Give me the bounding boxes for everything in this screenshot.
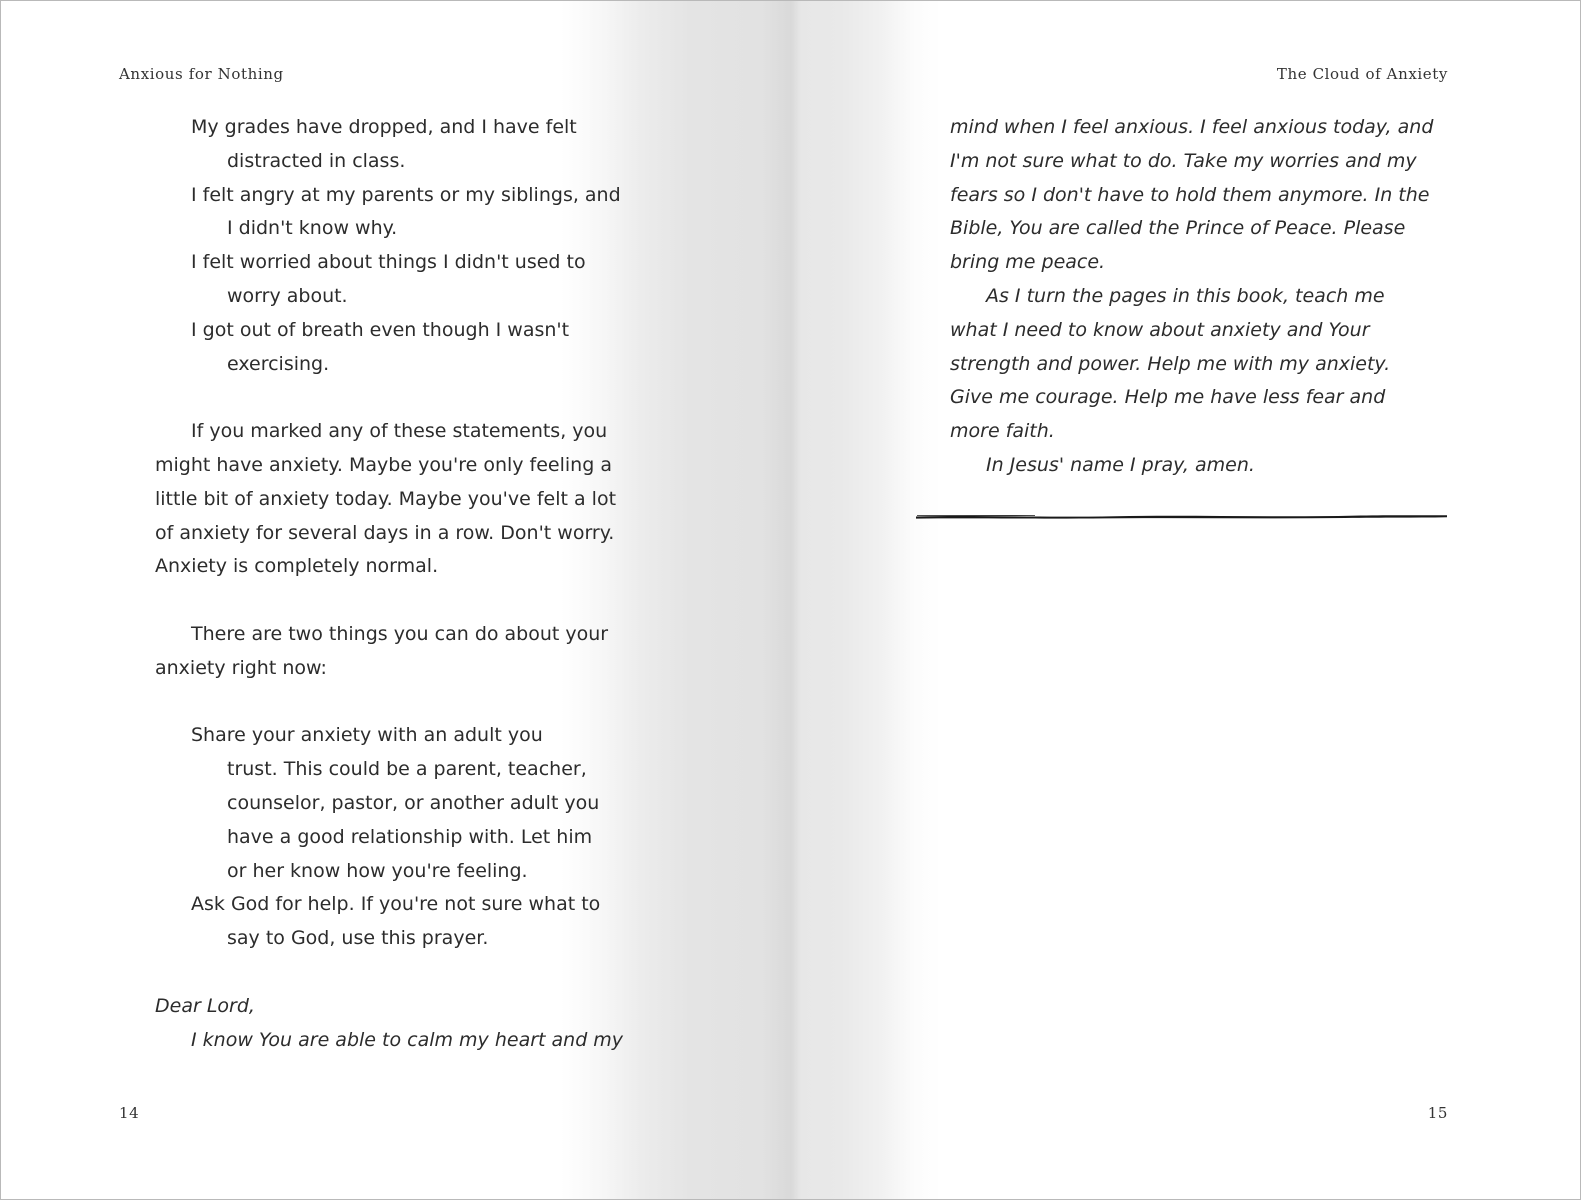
page-number-left: 14 <box>119 1104 140 1122</box>
prayer-line: Give me courage. Help me have less fear and <box>950 386 1386 409</box>
checklist-line: My grades have dropped, and I have felt <box>191 116 577 138</box>
paragraph-spacer <box>155 584 623 618</box>
checklist-line: worry about. <box>227 284 348 307</box>
paragraph-spacer <box>155 686 623 720</box>
prayer-line: mind when I feel anxious. I feel anxious today, and <box>950 116 1434 138</box>
page-number-right: 15 <box>1427 1104 1448 1122</box>
prayer-line: Bible, You are called the Prince of Peace. Please <box>950 217 1406 240</box>
prayer-line: strength and power. Help me with my anxiety. <box>950 352 1391 375</box>
right-page-body <box>950 111 1434 483</box>
running-head-left: Anxious for Nothing <box>119 65 284 83</box>
list-line: or her know how you're feeling. <box>227 859 528 882</box>
prayer-line: As I turn the pages in this book, teach me <box>986 284 1385 307</box>
left-page-body <box>155 111 623 1057</box>
paragraph-line: There are two things you can do about your <box>191 622 609 645</box>
checklist-line: distracted in class. <box>227 149 406 172</box>
prayer-line: In Jesus' name I pray, amen. <box>986 453 1255 476</box>
paragraph-line: If you marked any of these statements, you <box>191 420 608 443</box>
checklist-line: I felt worried about things I didn't used to <box>191 251 586 274</box>
list-line: Ask God for help. If you're not sure what to <box>191 893 601 916</box>
paragraph-spacer <box>155 381 623 415</box>
checklist-line: I felt angry at my parents or my siblings, and <box>191 183 621 206</box>
prayer-line: I know You are able to calm my heart and my <box>191 1028 624 1051</box>
paragraph-spacer <box>155 956 623 990</box>
checklist-line: I got out of breath even though I wasn't <box>191 318 570 341</box>
brush-rule-divider <box>915 512 1448 520</box>
checklist-line: exercising. <box>227 352 330 375</box>
list-line: Share your anxiety with an adult you <box>191 724 543 747</box>
paragraph-line: anxiety right now: <box>155 656 327 679</box>
paragraph-line: little bit of anxiety today. Maybe you've felt a lot <box>155 487 617 510</box>
paragraph-line: of anxiety for several days in a row. Don't worry. <box>155 521 615 544</box>
prayer-salutation: Dear Lord, <box>155 994 255 1017</box>
paragraph-line: Anxiety is completely normal. <box>155 555 439 578</box>
list-line: trust. This could be a parent, teacher, <box>227 758 587 781</box>
checklist-line: I didn't know why. <box>227 217 398 240</box>
running-head-right: The Cloud of Anxiety <box>1276 65 1448 83</box>
prayer-line: I'm not sure what to do. Take my worries and my <box>950 149 1417 172</box>
list-line: say to God, use this prayer. <box>227 927 489 950</box>
prayer-line: what I need to know about anxiety and Your <box>950 318 1370 341</box>
paragraph-line: might have anxiety. Maybe you're only feeling a <box>155 453 612 476</box>
list-line: have a good relationship with. Let him <box>227 825 593 848</box>
list-line: counselor, pastor, or another adult you <box>227 791 600 814</box>
prayer-line: bring me peace. <box>950 251 1106 274</box>
prayer-line: more faith. <box>950 420 1055 443</box>
prayer-line: fears so I don't have to hold them anymore. In the <box>950 183 1430 206</box>
